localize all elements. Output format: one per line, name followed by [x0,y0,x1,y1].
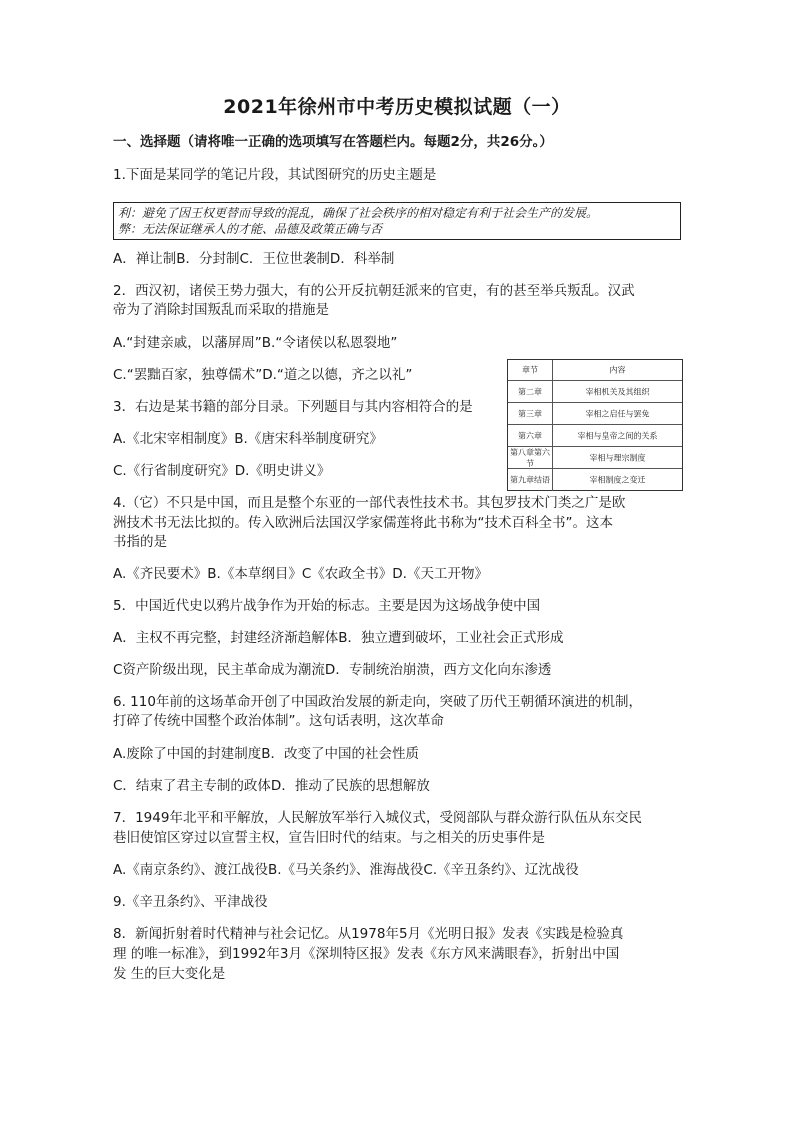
q3-options-cd: C.《行省制度研究》D.《明史讲义》 [113,463,331,479]
q4-options: A.《齐民要术》B.《本草纲目》C《农政全书》D.《天工开物》 [113,566,488,582]
toc-chapter: 第三章 [518,409,542,419]
q4-stem-line-2: 洲技术书无法比拟的。传入欧洲后法国汉学家儒莲将此书称为“技术百科全书”。这本 [113,515,613,531]
toc-chapter: 第二章 [518,387,542,397]
toc-content: 宰相与皇帝之间的关系 [577,431,658,441]
q1-note-line-1: 利：避免了因王权更替而导致的混乱，确保了社会秩序的相对稳定有利于社会生产的发展。 [118,206,599,220]
toc-header-row [508,360,682,380]
q3-options-ab: A.《北宋宰相制度》B.《唐宋科举制度研究》 [113,431,383,447]
q8-stem-line-3: 发 生的巨大变化是 [113,966,226,982]
q1-options: A．禅让制B．分封制C．王位世袭制D．科举制 [113,251,395,267]
toc-header-chapter: 章节 [522,365,538,375]
toc-content: 宰相与理宗制度 [589,453,646,463]
toc-content: 宰相制度之变迁 [589,475,646,485]
section-heading: 一、选择题（请将唯一正确的选项填写在答题栏内。每题2分，共26分。） [113,134,553,150]
q7-options-abc: A.《南京条约》、渡江战役B.《马关条约》、淮海战役C.《辛丑条约》、辽沈战役 [113,862,579,878]
q4-stem-line-1: 4.（它）不只是中国，而且是整个东亚的一部代表性技术书。其包罗技术门类之广是欧 [113,495,626,511]
page-title: 2021年徐州市中考历史模拟试题（一） [223,96,571,118]
toc-header-content: 内容 [609,365,626,375]
toc-content: 宰相之启任与罢免 [585,409,650,419]
q5-options-ab: A．主权不再完整，封建经济渐趋解体B．独立遭到破坏，工业社会正式形成 [113,630,564,646]
q2-options-cd: C.“罢黜百家，独尊儒术”D.“道之以德，齐之以礼” [113,367,413,383]
toc-content: 宰相机关及其组织 [585,387,650,397]
toc-row [508,446,682,469]
toc-chapter: 第六章 [518,431,542,441]
q5-options-cd: C资产阶级出现，民主革命成为潮流D．专制统治崩溃，西方文化向东渗透 [113,662,552,678]
toc-row [508,424,682,447]
q6-options-ab: A.废除了中国的封建制度B．改变了中国的社会性质 [113,746,420,762]
q2-options-ab: A.“封建亲戚，以藩屏周”B.“令诸侯以私恩裂地” [113,335,398,351]
q2-stem-line-1: 2．西汉初，诸侯王势力强大，有的公开反抗朝廷派来的官吏，有的甚至举兵叛乱。汉武 [113,283,635,299]
q6-stem-line-2: 打碎了传统中国整个政治体制”。这句话表明，这次革命 [113,713,444,729]
toc-row [508,380,682,403]
q5-stem: 5．中国近代史以鸦片战争作为开始的标志。主要是因为这场战争使中国 [113,598,541,614]
q6-stem-line-1: 6. 110年前的这场革命开创了中国政治发展的新走向，突破了历代王朝循环演进的机制， [113,694,642,710]
q7-option-d: 9.《辛丑条约》、平津战役 [113,894,268,910]
q3-stem: 3．右边是某书籍的部分目录。下列题目与其内容相符合的是 [113,399,473,415]
q8-stem-line-1: 8．新闻折射着时代精神与社会记忆。从1978年5月《光明日报》发表《实践是检验真 [113,926,624,942]
book-contents-table [507,359,683,491]
toc-row [508,402,682,425]
q8-stem-line-2: 理 的唯一标准》，到1992年3月《深圳特区报》发表《东方风来满眼春》，折射出中国 [113,946,620,962]
q1-note-line-2: 弊：无法保证继承人的才能、品德及政策正确与否 [118,222,383,236]
q1-stem: 1.下面是某同学的笔记片段，其试图研究的历史主题是 [113,167,437,183]
toc-chapter: 第九章结语 [510,475,550,485]
q1-note-box [113,202,681,240]
q2-stem-line-2: 帝为了消除封国叛乱而采取的措施是 [113,302,329,318]
toc-row [508,468,682,491]
q6-options-cd: C．结束了君主专制的政体D．推动了民族的思想解放 [113,778,430,794]
q7-stem-line-2: 巷旧使馆区穿过以宣誓主权，宣告旧时代的结束。与之相关的历史事件是 [113,830,545,846]
q7-stem-line-1: 7．1949年北平和平解放，人民解放军举行入城仪式，受阅部队与群众游行队伍从东交民 [113,810,642,826]
q4-stem-line-3: 书指的是 [113,534,167,550]
toc-chapter: 第八章第六节 [510,448,550,468]
